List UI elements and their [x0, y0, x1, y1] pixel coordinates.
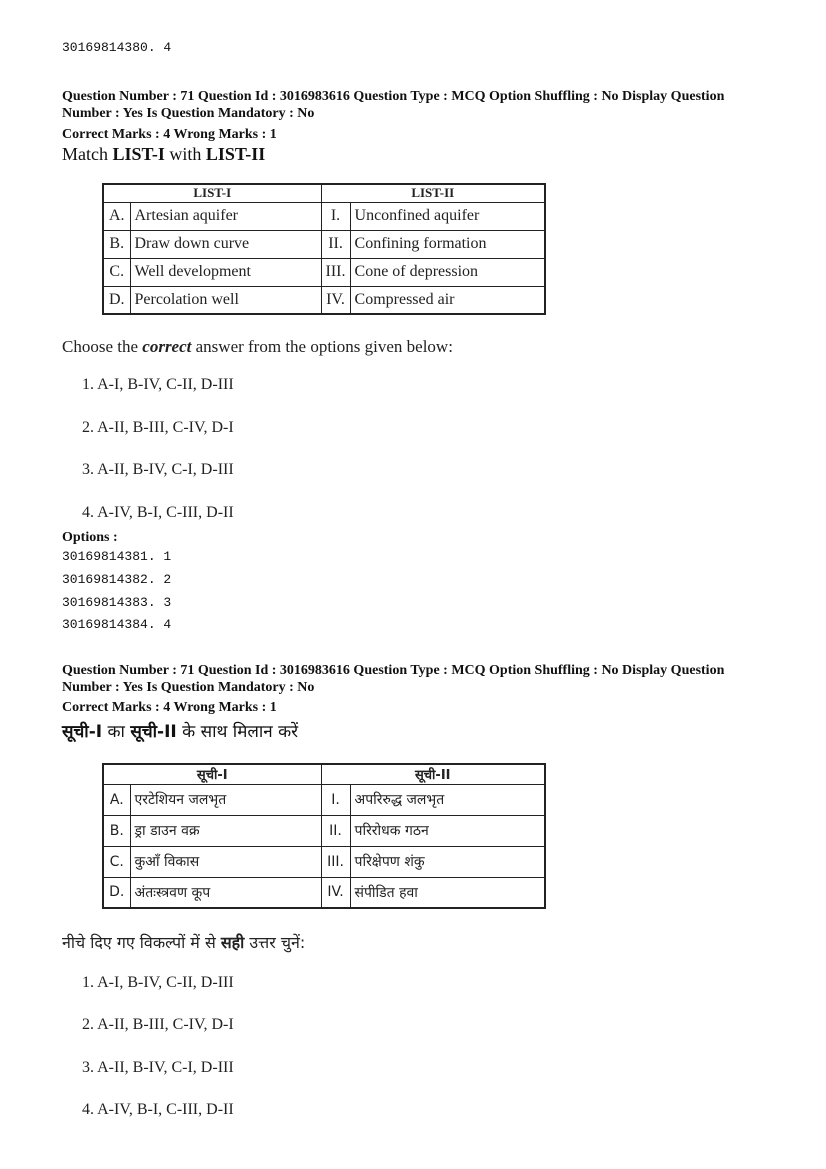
- heading-list1: LIST-I: [112, 144, 165, 164]
- row-value-left: Percolation well: [130, 286, 321, 314]
- row-value-right: अपरिरुद्ध जलभृत: [350, 784, 545, 815]
- choose-instruction: [62, 931, 305, 953]
- column-header-list2: LIST-II: [321, 184, 545, 202]
- option-id-4: 30169814384. 4: [62, 617, 172, 632]
- choose-text: नीचे दिए गए विकल्पों में से: [62, 933, 221, 952]
- row-key-right: IV.: [321, 877, 350, 908]
- row-key-right: IV.: [321, 286, 350, 314]
- row-value-right: संपीडित हवा: [350, 877, 545, 908]
- match-table: [102, 183, 546, 315]
- row-key-left: A.: [103, 784, 130, 815]
- row-value-left: Draw down curve: [130, 230, 321, 258]
- table-row: [103, 230, 545, 258]
- answer-option-1: 1. A-I, B-IV, C-II, D-III: [82, 974, 234, 991]
- row-key-right: I.: [321, 784, 350, 815]
- table-row: [103, 258, 545, 286]
- table-row: [103, 846, 545, 877]
- question-heading: [62, 719, 298, 742]
- match-table: [102, 763, 546, 909]
- row-key-left: C.: [103, 258, 130, 286]
- row-key-left: A.: [103, 202, 130, 230]
- column-header-list2: सूची-II: [321, 764, 545, 784]
- row-value-right: Compressed air: [350, 286, 545, 314]
- row-value-left: अंतःस्त्रवण कूप: [130, 877, 321, 908]
- option-id-2: 30169814382. 2: [62, 572, 172, 587]
- heading-text: Match: [62, 144, 113, 164]
- choose-text: answer from the options given below:: [191, 337, 453, 356]
- answer-option-1: 1. A-I, B-IV, C-II, D-III: [82, 376, 234, 393]
- table-header-row: [103, 764, 545, 784]
- row-value-right: परिरोधक गठन: [350, 815, 545, 846]
- question-heading: [62, 144, 265, 165]
- row-key-left: C.: [103, 846, 130, 877]
- row-key-right: III.: [321, 258, 350, 286]
- row-value-right: Cone of depression: [350, 258, 545, 286]
- answer-option-3: 3. A-II, B-IV, C-I, D-III: [82, 461, 234, 478]
- table-row: [103, 286, 545, 314]
- heading-text: का: [102, 722, 131, 742]
- row-value-left: एरटेशियन जलभृत: [130, 784, 321, 815]
- document-id: 30169814380. 4: [62, 40, 172, 55]
- question-meta-line-1: Question Number : 71 Question Id : 3016983616 Question Type : MCQ Option Shuffling : No Display Question: [62, 663, 725, 678]
- heading-text: with: [164, 144, 206, 164]
- question-meta-line-1: Question Number : 71 Question Id : 3016983616 Question Type : MCQ Option Shuffling : No Display Question: [62, 89, 725, 104]
- table-row: [103, 877, 545, 908]
- row-key-left: D.: [103, 877, 130, 908]
- row-value-right: Confining formation: [350, 230, 545, 258]
- table-row: [103, 202, 545, 230]
- row-value-left: Well development: [130, 258, 321, 286]
- choose-emphasis: correct: [142, 337, 192, 356]
- row-key-left: D.: [103, 286, 130, 314]
- question-meta-line-2: Number : Yes Is Question Mandatory : No: [62, 680, 315, 695]
- row-key-right: II.: [321, 230, 350, 258]
- row-value-right: Unconfined aquifer: [350, 202, 545, 230]
- row-value-left: ड्रा डाउन वक्र: [130, 815, 321, 846]
- heading-text: के साथ मिलान करें: [176, 722, 299, 742]
- heading-list2: सूची-II: [130, 722, 177, 742]
- choose-text: Choose the: [62, 337, 143, 356]
- options-label: Options :: [62, 530, 118, 545]
- row-value-left: कुआँ विकास: [130, 846, 321, 877]
- answer-option-3: 3. A-II, B-IV, C-I, D-III: [82, 1059, 234, 1076]
- heading-list1: सूची-I: [62, 722, 103, 742]
- marks-line: Correct Marks : 4 Wrong Marks : 1: [62, 700, 277, 715]
- heading-list2: LIST-II: [205, 144, 266, 164]
- row-key-right: I.: [321, 202, 350, 230]
- marks-line: Correct Marks : 4 Wrong Marks : 1: [62, 127, 277, 142]
- row-key-left: B.: [103, 230, 130, 258]
- table-header-row: [103, 184, 545, 202]
- answer-option-4: 4. A-IV, B-I, C-III, D-II: [82, 504, 234, 521]
- choose-emphasis: सही: [220, 933, 245, 952]
- answer-option-2: 2. A-II, B-III, C-IV, D-I: [82, 419, 234, 436]
- column-header-list1: सूची-I: [103, 764, 321, 784]
- question-meta-line-2: Number : Yes Is Question Mandatory : No: [62, 106, 315, 121]
- column-header-list1: LIST-I: [103, 184, 321, 202]
- row-key-right: II.: [321, 815, 350, 846]
- row-key-left: B.: [103, 815, 130, 846]
- row-value-right: परिक्षेपण शंकु: [350, 846, 545, 877]
- table-row: [103, 815, 545, 846]
- choose-instruction: [62, 337, 453, 357]
- option-id-3: 30169814383. 3: [62, 595, 172, 610]
- answer-option-4: 4. A-IV, B-I, C-III, D-II: [82, 1101, 234, 1118]
- answer-option-2: 2. A-II, B-III, C-IV, D-I: [82, 1016, 234, 1033]
- row-value-left: Artesian aquifer: [130, 202, 321, 230]
- choose-text: उत्तर चुनें:: [244, 933, 306, 952]
- option-id-1: 30169814381. 1: [62, 549, 172, 564]
- row-key-right: III.: [321, 846, 350, 877]
- table-row: [103, 784, 545, 815]
